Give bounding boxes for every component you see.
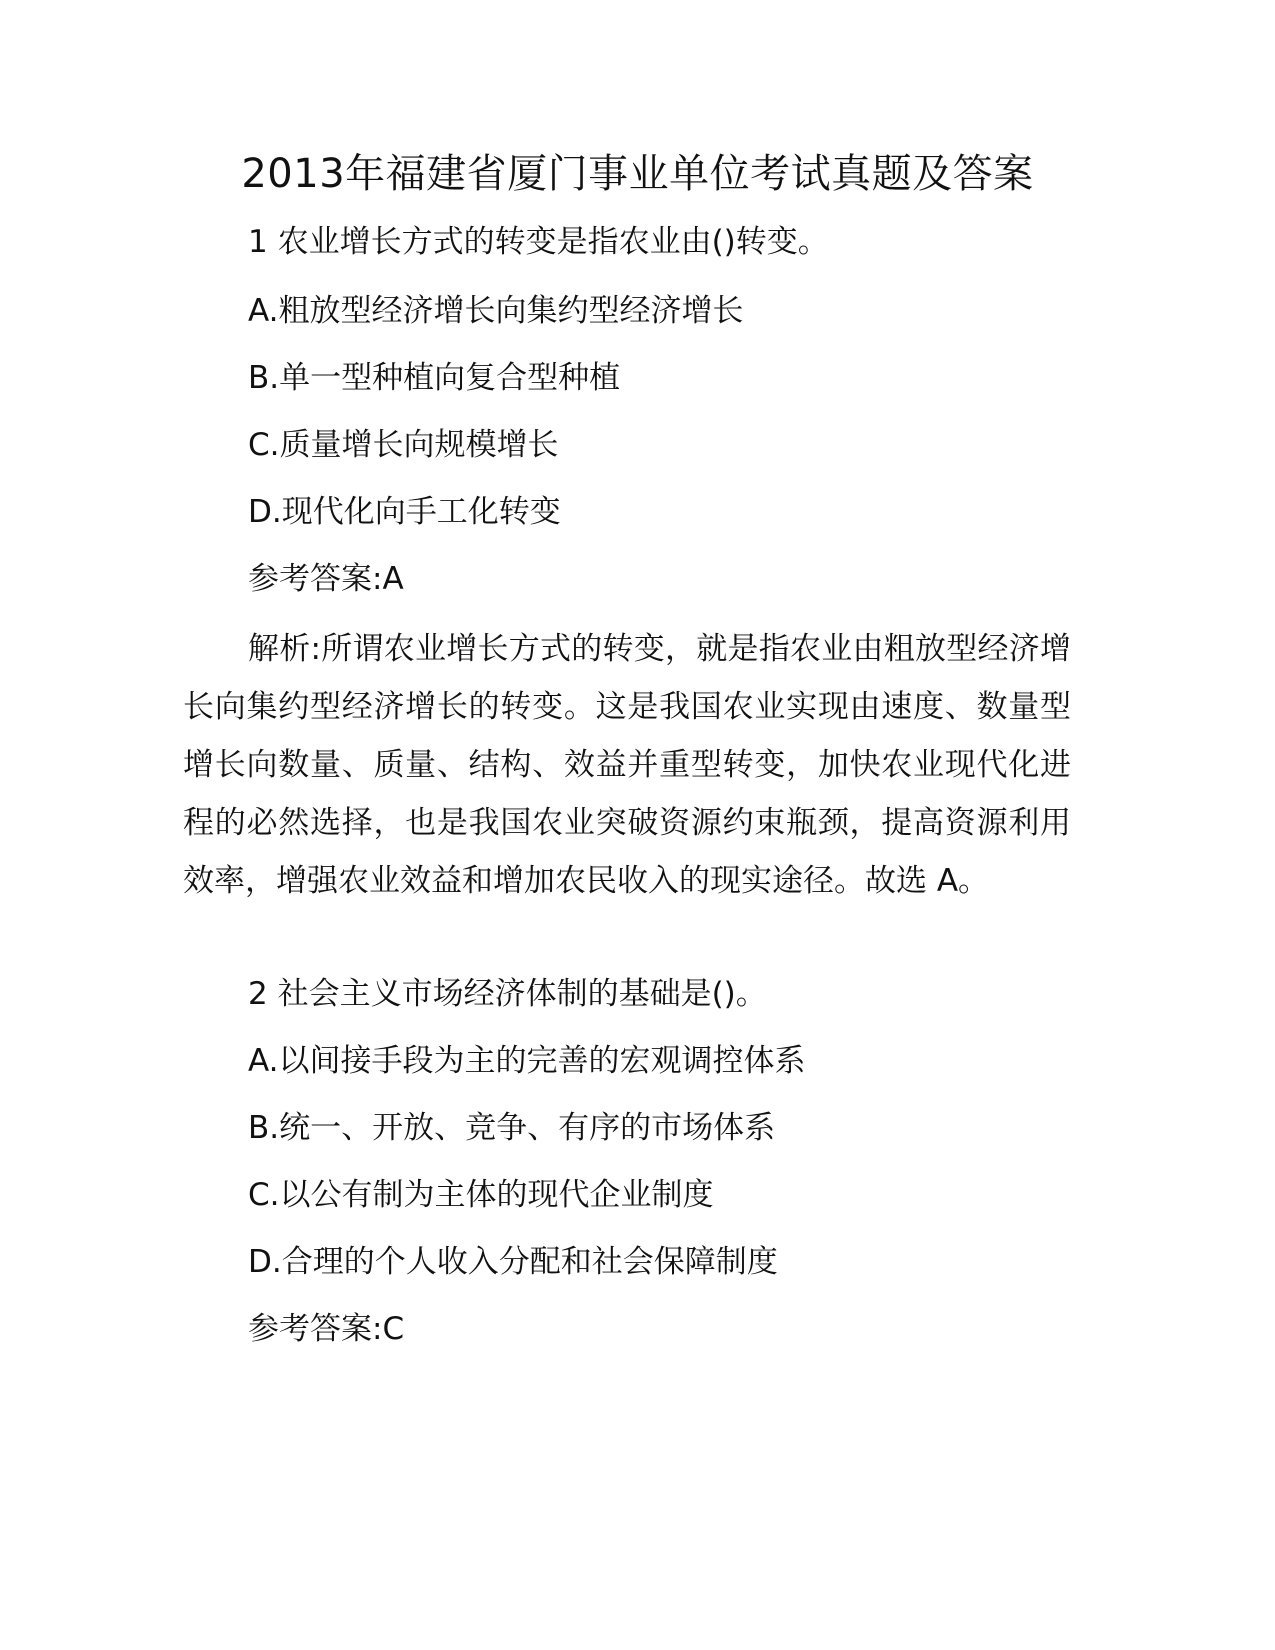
question-2-option-c: C.以公有制为主体的现代企业制度 (248, 1177, 714, 1213)
question-2-option-d: D.合理的个人收入分配和社会保障制度 (248, 1244, 778, 1280)
question-1-answer: 参考答案:A (248, 561, 404, 597)
question-1-stem: 1 农业增长方式的转变是指农业由()转变。 (248, 224, 829, 260)
question-1-option-d: D.现代化向手工化转变 (248, 494, 561, 530)
question-1-analysis: 解析:所谓农业增长方式的转变，就是指农业由粗放型经济增长向集约型经济增长的转变。这是我国农业实现由速度、数量型增长向数量、质量、结构、效益并重型转变，加快农业现代化进程的必然选择，也是我国农业突破资源约束瓶颈，提高资源利用效率，增强农业效益和增加农民收入的现实途径。故选 A。 (183, 631, 1071, 899)
question-1-option-a: A.粗放型经济增长向集约型经济增长 (248, 293, 744, 329)
question-1-option-c: C.质量增长向规模增长 (248, 427, 559, 463)
question-2-stem: 2 社会主义市场经济体制的基础是()。 (248, 976, 767, 1012)
question-2-option-a: A.以间接手段为主的完善的宏观调控体系 (248, 1043, 806, 1079)
question-2-option-b: B.统一、开放、竞争、有序的市场体系 (248, 1110, 776, 1146)
question-2-answer: 参考答案:C (248, 1311, 405, 1347)
document-title: 2013年福建省厦门事业单位考试真题及答案 (241, 151, 1034, 197)
question-1-option-b: B.单一型种植向复合型种植 (248, 360, 621, 396)
